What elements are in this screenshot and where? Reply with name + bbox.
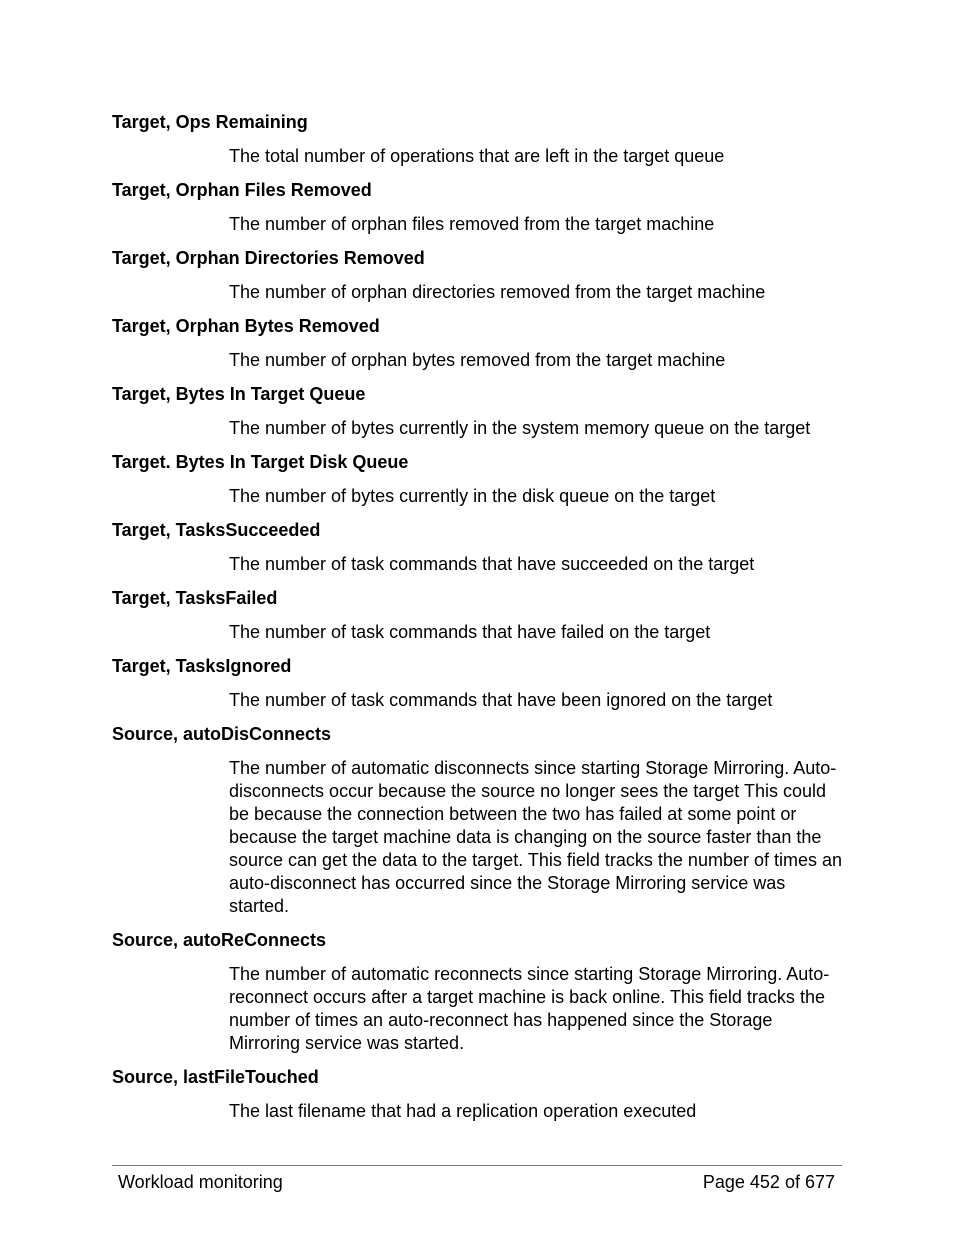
entry-last-file-touched [112, 1066, 844, 1123]
entry-term: Target, Orphan Directories Removed [112, 248, 425, 268]
entry-orphan-directories-removed [112, 247, 844, 304]
entry-definition: The number of automatic disconnects since starting Storage Mirroring. Auto-disconnects occur because the source no longer sees the target This could be because the connection between the two has failed at some point or because the target machine data is changing on the source faster than the source can get the data to the target. This field tracks the number of times an auto-disconnect has occurred since the Storage Mirroring service was started. [229, 758, 843, 916]
entry-term: Source, lastFileTouched [112, 1067, 319, 1087]
entry-definition: The number of orphan directories removed from the target machine [229, 282, 766, 302]
entry-ops-remaining [112, 111, 844, 168]
entry-definition: The number of orphan bytes removed from the target machine [229, 350, 726, 370]
entry-bytes-in-target-queue [112, 383, 844, 440]
entry-term: Source, autoDisConnects [112, 724, 332, 744]
entry-term: Target, Orphan Bytes Removed [112, 316, 380, 336]
footer-page-number: Page 452 of 677 [702, 1172, 835, 1192]
entry-tasks-succeeded [112, 519, 844, 576]
entry-definition: The last filename that had a replication operation executed [229, 1101, 697, 1121]
entry-tasks-ignored [112, 655, 844, 712]
entry-definition: The total number of operations that are left in the target queue [229, 146, 725, 166]
entry-definition: The number of task commands that have been ignored on the target [229, 690, 773, 710]
entry-term: Target, Bytes In Target Queue [112, 384, 366, 404]
entry-definition: The number of automatic reconnects since starting Storage Mirroring. Auto-reconnect occurs after a target machine is back online. This field tracks the number of times an auto-reconnect has happened since the Storage Mirroring service was started. [229, 964, 830, 1053]
document-body [112, 111, 844, 1134]
entry-term: Target. Bytes In Target Disk Queue [112, 452, 409, 472]
entry-definition: The number of bytes currently in the system memory queue on the target [229, 418, 811, 438]
entry-term: Target, TasksIgnored [112, 656, 292, 676]
entry-orphan-files-removed [112, 179, 844, 236]
entry-auto-disconnects [112, 723, 844, 918]
entry-orphan-bytes-removed [112, 315, 844, 372]
entry-definition: The number of orphan files removed from the target machine [229, 214, 715, 234]
entry-term: Target, Orphan Files Removed [112, 180, 372, 200]
footer-divider [112, 1165, 842, 1166]
entry-bytes-in-target-disk-queue [112, 451, 844, 508]
footer-section-title: Workload monitoring [118, 1172, 283, 1192]
entry-term: Target, TasksFailed [112, 588, 278, 608]
entry-term: Target, TasksSucceeded [112, 520, 321, 540]
entry-auto-reconnects [112, 929, 844, 1055]
entry-definition: The number of task commands that have succeeded on the target [229, 554, 755, 574]
entry-term: Source, autoReConnects [112, 930, 327, 950]
entry-definition: The number of task commands that have failed on the target [229, 622, 711, 642]
entry-definition: The number of bytes currently in the disk queue on the target [229, 486, 716, 506]
entry-tasks-failed [112, 587, 844, 644]
entry-term: Target, Ops Remaining [112, 112, 308, 132]
